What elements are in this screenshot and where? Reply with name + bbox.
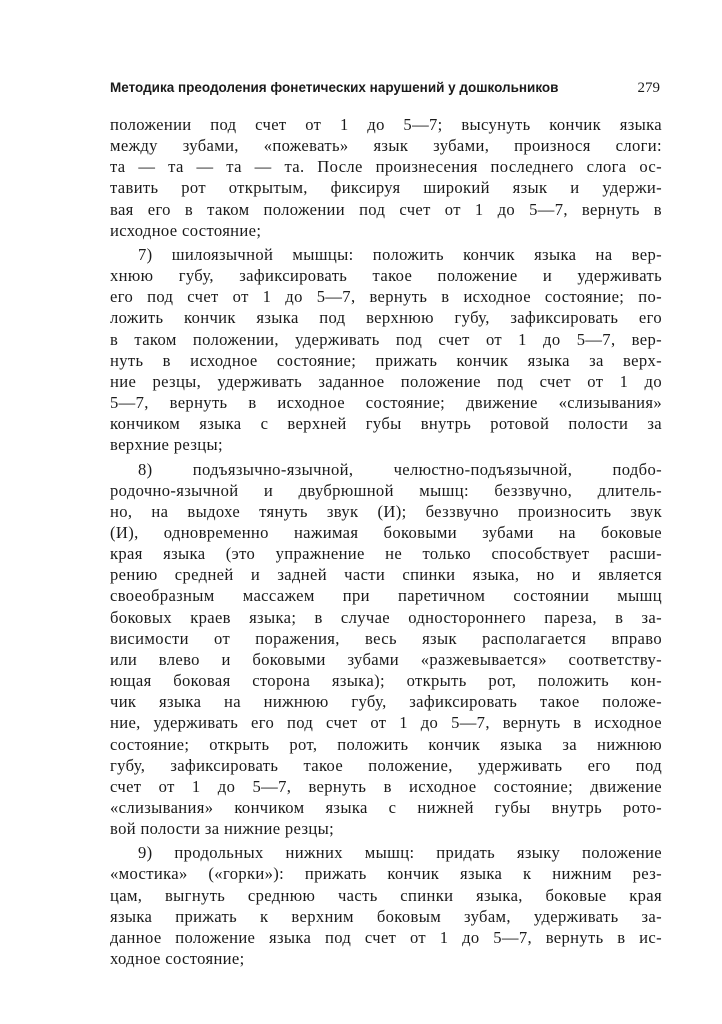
text-line: кончиком языка с верхней губы внутрь ротовой полости за bbox=[110, 414, 662, 434]
text-line: «слизывания» кончиком языка с нижней губы внутрь рото- bbox=[110, 798, 662, 817]
text-line: та — та — та — та. После произнесения последнего слога ос- bbox=[110, 157, 662, 177]
text-line: своеобразным массажем при паретичном состоянии мышц bbox=[110, 586, 662, 606]
running-header bbox=[110, 80, 660, 100]
text-line: его под счет от 1 до 5—7, вернуть в исходное состояние; по- bbox=[110, 287, 662, 307]
text-line: исходное состояние; bbox=[110, 220, 262, 240]
text-line: 8) подъязычно-язычной, челюстно-подъязычной, подбо- bbox=[138, 459, 662, 479]
text-line: вой полости за нижние резцы; bbox=[110, 819, 335, 839]
paragraph-item-8 bbox=[110, 459, 662, 840]
page-number: 279 bbox=[637, 80, 660, 96]
text-line: губу, зафиксировать такое положение, удерживать его под bbox=[110, 755, 662, 775]
text-line: родочно-язычной и двубрюшной мышц: беззвучно, длитель- bbox=[110, 480, 662, 500]
text-line: верхние резцы; bbox=[110, 435, 223, 455]
text-line: края языка (это упражнение не только способствует расши- bbox=[110, 544, 662, 564]
text-line: ние, удерживать его под счет от 1 до 5—7, вернуть в исходное bbox=[110, 713, 662, 733]
text-line: тавить рот открытым, фиксируя широкий язык и удержи- bbox=[110, 178, 662, 198]
text-line: языка прижать к верхним боковым зубам, удерживать за- bbox=[110, 906, 662, 926]
running-header-title: Методика преодоления фонетических нарушений у дошкольников bbox=[110, 80, 559, 95]
text-line: нуть в исходное состояние; прижать кончик языка за верх- bbox=[110, 350, 662, 370]
text-line: между зубами, «пожевать» язык зубами, произнося слоги: bbox=[110, 136, 662, 156]
text-line: ние резцы, удерживать заданное положение под счет от 1 до bbox=[110, 371, 662, 391]
text-line: боковых краев языка; в случае одностороннего пареза, в за- bbox=[110, 607, 662, 627]
body-text bbox=[110, 114, 662, 969]
text-line: рению средней и задней части спинки языка, но и является bbox=[110, 565, 662, 585]
text-line: в таком положении, удерживать под счет от 1 до 5—7, вер- bbox=[110, 329, 662, 349]
text-line: вая его в таком положении под счет от 1 до 5—7, вернуть в bbox=[110, 199, 662, 219]
text-line: чик языка на нижнюю губу, зафиксировать такое положе- bbox=[110, 692, 662, 712]
text-line: положении под счет от 1 до 5—7; высунуть кончик языка bbox=[110, 115, 662, 134]
text-line: данное положение языка под счет от 1 до 5—7, вернуть в ис- bbox=[110, 927, 662, 947]
text-line: 9) продольных нижних мышц: придать языку положение bbox=[138, 843, 662, 863]
text-line: счет от 1 до 5—7, вернуть в исходное состояние; движение bbox=[110, 776, 662, 796]
text-line: хнюю губу, зафиксировать такое положение и удерживать bbox=[110, 266, 662, 286]
text-line: (И), одновременно нажимая боковыми зубами на боковые bbox=[110, 522, 662, 542]
paragraph-item-9 bbox=[110, 842, 662, 969]
text-line: висимости от поражения, весь язык располагается вправо bbox=[110, 628, 662, 648]
text-line: ходное состояние; bbox=[110, 949, 245, 969]
text-line: ложить кончик языка под верхнюю губу, зафиксировать его bbox=[110, 308, 662, 328]
text-line: ющая боковая сторона языка); открыть рот, положить кон- bbox=[110, 671, 662, 691]
text-line: но, на выдохе тянуть звук (И); беззвучно произносить звук bbox=[110, 501, 662, 521]
text-line: или влево и боковыми зубами «разжевывается» соответству- bbox=[110, 649, 662, 669]
paragraph-item-7 bbox=[110, 244, 662, 456]
text-line: 7) шилоязычной мышцы: положить кончик языка на вер- bbox=[138, 244, 662, 264]
text-line: «мостика» («горки»): прижать кончик языка к нижним рез- bbox=[110, 864, 662, 884]
text-line: состояние; открыть рот, положить кончик языка за нижнюю bbox=[110, 734, 662, 754]
text-line: цам, выгнуть среднюю часть спинки языка, боковые края bbox=[110, 885, 662, 905]
text-line: 5—7, вернуть в исходное состояние; движение «слизывания» bbox=[110, 393, 662, 413]
paragraph-continuation bbox=[110, 114, 662, 241]
